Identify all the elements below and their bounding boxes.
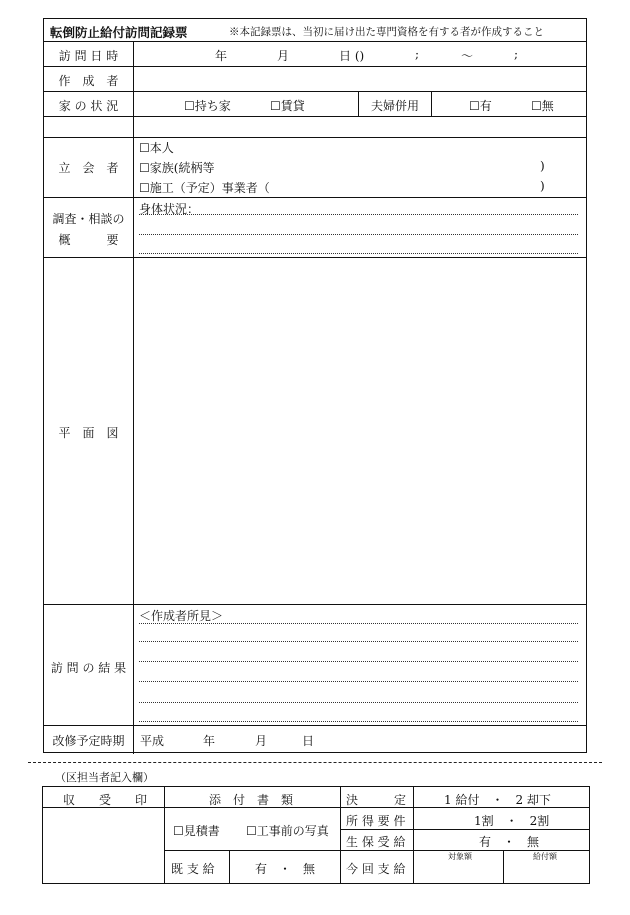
body-status-label: 身体状況：: [139, 202, 200, 216]
visit-record-form: [43, 18, 587, 753]
previous-payment-value[interactable]: 有 ・ 無: [255, 862, 316, 876]
visit-year-unit: 年: [215, 49, 228, 63]
owned-checkbox[interactable]: ☐持ち家: [184, 99, 231, 113]
attachments-label: 添 付 書 類: [209, 793, 294, 807]
attendee-family-close: ): [540, 159, 545, 173]
rented-checkbox[interactable]: ☐賃貸: [270, 99, 305, 113]
office-use-table: [42, 786, 590, 884]
floorplan-label: 平 面 図: [58, 426, 119, 440]
form-title: 転倒防止給付訪問記録票: [50, 25, 188, 40]
pre-work-photo-checkbox[interactable]: ☐工事前の写真: [246, 824, 329, 838]
current-payment-label: 今 回 支 給: [346, 862, 406, 876]
visit-result-label: 訪 問 の 結 果: [50, 661, 127, 675]
office-use-caption: （区担当者記入欄）: [55, 771, 154, 784]
estimate-checkbox[interactable]: ☐見積書: [173, 824, 220, 838]
target-amount-label: 対象額: [448, 852, 472, 861]
attendee-family-checkbox[interactable]: ☐家族(続柄等: [139, 161, 215, 175]
receipt-stamp-label: 収 受 印: [63, 793, 148, 807]
welfare-receipt-value[interactable]: 有 ・ 無: [479, 835, 540, 849]
attendee-contractor-checkbox[interactable]: ☐施工（予定）事業者（: [139, 181, 270, 195]
couple-no-checkbox[interactable]: ☐無: [531, 99, 554, 113]
income-requirement-value[interactable]: 1割 ・ 2割: [474, 814, 550, 828]
author-opinion-label: ＜作成者所見＞: [139, 609, 224, 623]
decision-value[interactable]: 1 給付 ・ 2 却下: [444, 793, 551, 807]
floorplan-area[interactable]: [134, 258, 586, 603]
visit-time-end-colon: ;: [514, 47, 519, 61]
decision-label: 決 定: [346, 793, 407, 807]
couple-use-label: 夫婦併用: [371, 99, 420, 113]
previous-payment-label: 既 支 給: [171, 862, 215, 876]
visit-time-start-colon: ;: [415, 47, 420, 61]
house-status-label: 家 の 状 況: [58, 99, 119, 113]
receipt-stamp-area[interactable]: [43, 808, 163, 883]
visit-day-unit: 日 (): [339, 49, 365, 63]
visit-month-unit: 月: [277, 49, 290, 63]
renovation-day-unit: 日: [302, 734, 315, 748]
renovation-month-unit: 月: [255, 734, 268, 748]
income-requirement-label: 所 得 要 件: [346, 814, 406, 828]
attendee-label: 立 会 者: [58, 161, 119, 175]
couple-yes-checkbox[interactable]: ☐有: [469, 99, 492, 113]
author-label: 作 成 者: [58, 74, 119, 88]
survey-label-line1: 調査・相談の: [52, 212, 125, 226]
form-note: ※本記録票は、当初に届け出た専門資格を有する者が作成すること: [229, 26, 544, 38]
visit-datetime-label: 訪 問 日 時: [58, 49, 119, 63]
renovation-era: 平成: [140, 734, 165, 748]
attendee-contractor-close: ): [540, 179, 545, 193]
visit-time-tilde: ～: [461, 49, 474, 63]
renovation-schedule-label: 改修予定時期: [52, 734, 125, 748]
cut-line: [28, 762, 602, 763]
survey-label-line2: 概 要: [58, 233, 119, 247]
renovation-year-unit: 年: [203, 734, 216, 748]
attendee-self-checkbox[interactable]: ☐本人: [139, 141, 174, 155]
benefit-amount-label: 給付額: [533, 852, 557, 861]
welfare-receipt-label: 生 保 受 給: [346, 835, 406, 849]
